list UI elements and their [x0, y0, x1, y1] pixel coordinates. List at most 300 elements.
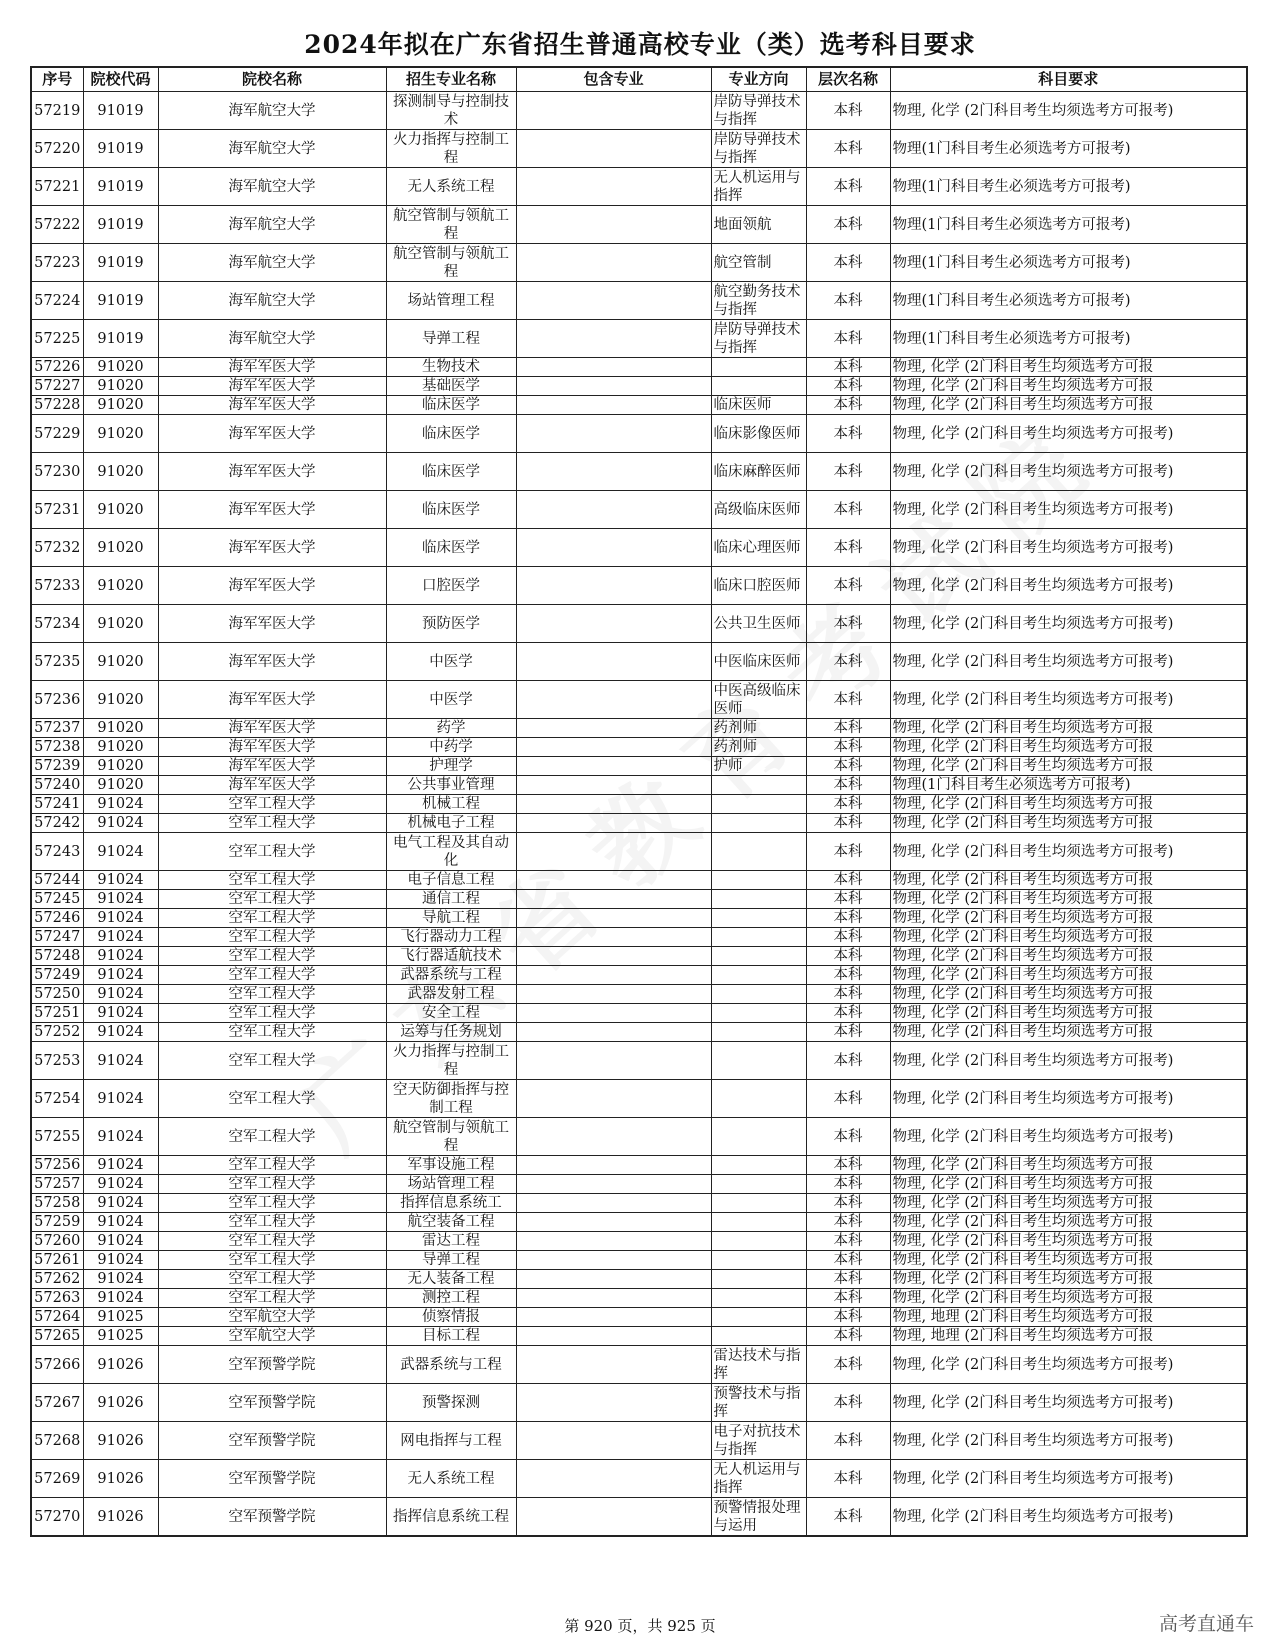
cell-level: 本科: [806, 1042, 890, 1080]
table-row: [31, 643, 1247, 681]
cell-direction: [711, 947, 806, 966]
table-row: [31, 415, 1247, 453]
cell-major: 无人系统工程: [386, 1460, 516, 1498]
table-row: [31, 1080, 1247, 1118]
table-row: [31, 396, 1247, 415]
cell-major: 无人系统工程: [386, 168, 516, 206]
cell-includes: [516, 1118, 711, 1156]
cell-includes: [516, 1270, 711, 1289]
table-row: [31, 1289, 1247, 1308]
cell-major: 飞行器动力工程: [386, 928, 516, 947]
cell-includes: [516, 282, 711, 320]
cell-requirement: 物理, 化学 (2门科目考生均须选考方可报: [890, 377, 1247, 396]
cell-level: 本科: [806, 567, 890, 605]
cell-level: 本科: [806, 1422, 890, 1460]
cell-seq: 57240: [31, 776, 83, 795]
cell-direction: 无人机运用与指挥: [711, 168, 806, 206]
cell-level: 本科: [806, 833, 890, 871]
cell-requirement: 物理, 化学 (2门科目考生均须选考方可报: [890, 928, 1247, 947]
cell-requirement: 物理, 化学 (2门科目考生均须选考方可报: [890, 1023, 1247, 1042]
cell-code: 91024: [83, 833, 158, 871]
table-row: [31, 795, 1247, 814]
table-row: [31, 738, 1247, 757]
cell-school: 海军军医大学: [158, 453, 386, 491]
table-row: [31, 757, 1247, 776]
cell-seq: 57222: [31, 206, 83, 244]
cell-major: 电子信息工程: [386, 871, 516, 890]
cell-school: 空军工程大学: [158, 814, 386, 833]
cell-level: 本科: [806, 206, 890, 244]
cell-seq: 57226: [31, 358, 83, 377]
table-row: [31, 358, 1247, 377]
cell-requirement: 物理, 化学 (2门科目考生均须选考方可报考): [890, 491, 1247, 529]
cell-includes: [516, 92, 711, 130]
cell-seq: 57232: [31, 529, 83, 567]
cell-level: 本科: [806, 415, 890, 453]
cell-seq: 57237: [31, 719, 83, 738]
cell-includes: [516, 1080, 711, 1118]
cell-major: 武器发射工程: [386, 985, 516, 1004]
cell-requirement: 物理, 化学 (2门科目考生均须选考方可报: [890, 871, 1247, 890]
cell-level: 本科: [806, 757, 890, 776]
cell-level: 本科: [806, 1194, 890, 1213]
cell-direction: [711, 985, 806, 1004]
cell-code: 91024: [83, 909, 158, 928]
cell-requirement: 物理, 化学 (2门科目考生均须选考方可报考): [890, 681, 1247, 719]
cell-direction: [711, 1004, 806, 1023]
cell-level: 本科: [806, 92, 890, 130]
cell-requirement: 物理, 化学 (2门科目考生均须选考方可报考): [890, 1346, 1247, 1384]
table-row: [31, 1004, 1247, 1023]
table-row: [31, 681, 1247, 719]
table-row: [31, 1327, 1247, 1346]
cell-includes: [516, 206, 711, 244]
cell-direction: 航空勤务技术与指挥: [711, 282, 806, 320]
cell-requirement: 物理, 化学 (2门科目考生均须选考方可报: [890, 1270, 1247, 1289]
cell-code: 91020: [83, 643, 158, 681]
cell-school: 海军航空大学: [158, 92, 386, 130]
cell-seq: 57243: [31, 833, 83, 871]
cell-code: 91024: [83, 795, 158, 814]
cell-seq: 57250: [31, 985, 83, 1004]
cell-code: 91026: [83, 1422, 158, 1460]
cell-includes: [516, 1232, 711, 1251]
cell-school: 海军航空大学: [158, 130, 386, 168]
cell-code: 91024: [83, 814, 158, 833]
cell-seq: 57268: [31, 1422, 83, 1460]
cell-major: 运筹与任务规划: [386, 1023, 516, 1042]
cell-code: 91020: [83, 681, 158, 719]
cell-level: 本科: [806, 396, 890, 415]
cell-includes: [516, 1498, 711, 1537]
cell-level: 本科: [806, 985, 890, 1004]
cell-school: 海军军医大学: [158, 396, 386, 415]
cell-direction: 药剂师: [711, 738, 806, 757]
cell-direction: 临床心理医师: [711, 529, 806, 567]
table-row: [31, 909, 1247, 928]
cell-major: 机械工程: [386, 795, 516, 814]
cell-direction: 公共卫生医师: [711, 605, 806, 643]
cell-major: 通信工程: [386, 890, 516, 909]
cell-code: 91019: [83, 92, 158, 130]
cell-code: 91020: [83, 567, 158, 605]
cell-direction: 临床口腔医师: [711, 567, 806, 605]
cell-school: 空军工程大学: [158, 1004, 386, 1023]
cell-major: 航空装备工程: [386, 1213, 516, 1232]
cell-includes: [516, 415, 711, 453]
cell-level: 本科: [806, 1270, 890, 1289]
cell-code: 91024: [83, 1175, 158, 1194]
cell-direction: 雷达技术与指挥: [711, 1346, 806, 1384]
col-header-major: 招生专业名称: [386, 67, 516, 92]
cell-level: 本科: [806, 1004, 890, 1023]
cell-includes: [516, 776, 711, 795]
cell-includes: [516, 168, 711, 206]
cell-code: 91024: [83, 928, 158, 947]
cell-seq: 57269: [31, 1460, 83, 1498]
table-row: [31, 206, 1247, 244]
cell-direction: 电子对抗技术与指挥: [711, 1422, 806, 1460]
cell-level: 本科: [806, 1175, 890, 1194]
cell-level: 本科: [806, 1118, 890, 1156]
cell-requirement: 物理, 化学 (2门科目考生均须选考方可报: [890, 1213, 1247, 1232]
cell-includes: [516, 928, 711, 947]
cell-includes: [516, 757, 711, 776]
cell-level: 本科: [806, 168, 890, 206]
cell-school: 海军航空大学: [158, 168, 386, 206]
cell-seq: 57220: [31, 130, 83, 168]
cell-level: 本科: [806, 1251, 890, 1270]
cell-direction: [711, 1042, 806, 1080]
cell-seq: 57242: [31, 814, 83, 833]
cell-code: 91024: [83, 1289, 158, 1308]
cell-direction: 预警技术与指挥: [711, 1384, 806, 1422]
cell-requirement: 物理, 地理 (2门科目考生均须选考方可报: [890, 1308, 1247, 1327]
cell-seq: 57227: [31, 377, 83, 396]
cell-major: 导航工程: [386, 909, 516, 928]
cell-requirement: 物理, 化学 (2门科目考生均须选考方可报考): [890, 567, 1247, 605]
cell-major: 中医学: [386, 643, 516, 681]
cell-requirement: 物理(1门科目考生必须选考方可报考): [890, 282, 1247, 320]
cell-seq: 57260: [31, 1232, 83, 1251]
cell-code: 91019: [83, 282, 158, 320]
cell-major: 临床医学: [386, 415, 516, 453]
cell-requirement: 物理, 化学 (2门科目考生均须选考方可报: [890, 1232, 1247, 1251]
cell-requirement: 物理, 化学 (2门科目考生均须选考方可报考): [890, 1042, 1247, 1080]
cell-school: 空军工程大学: [158, 928, 386, 947]
cell-code: 91024: [83, 1270, 158, 1289]
table-row: [31, 244, 1247, 282]
cell-requirement: 物理, 化学 (2门科目考生均须选考方可报考): [890, 833, 1247, 871]
cell-requirement: 物理, 化学 (2门科目考生均须选考方可报: [890, 814, 1247, 833]
cell-requirement: 物理, 化学 (2门科目考生均须选考方可报: [890, 1156, 1247, 1175]
cell-level: 本科: [806, 928, 890, 947]
cell-includes: [516, 1156, 711, 1175]
cell-direction: [711, 776, 806, 795]
cell-requirement: 物理, 化学 (2门科目考生均须选考方可报: [890, 358, 1247, 377]
table-row: [31, 529, 1247, 567]
cell-direction: [711, 1175, 806, 1194]
cell-level: 本科: [806, 719, 890, 738]
cell-includes: [516, 130, 711, 168]
cell-major: 导弹工程: [386, 320, 516, 358]
cell-school: 海军军医大学: [158, 567, 386, 605]
table-row: [31, 1270, 1247, 1289]
cell-seq: 57249: [31, 966, 83, 985]
cell-level: 本科: [806, 130, 890, 168]
cell-direction: 预警情报处理与运用: [711, 1498, 806, 1537]
cell-includes: [516, 947, 711, 966]
cell-school: 空军预警学院: [158, 1384, 386, 1422]
table-row: [31, 985, 1247, 1004]
cell-seq: 57257: [31, 1175, 83, 1194]
cell-school: 空军工程大学: [158, 1023, 386, 1042]
cell-school: 空军航空大学: [158, 1327, 386, 1346]
cell-includes: [516, 738, 711, 757]
cell-seq: 57238: [31, 738, 83, 757]
cell-requirement: 物理, 化学 (2门科目考生均须选考方可报考): [890, 1384, 1247, 1422]
col-header-level: 层次名称: [806, 67, 890, 92]
cell-includes: [516, 1422, 711, 1460]
cell-school: 空军航空大学: [158, 1308, 386, 1327]
col-header-code: 院校代码: [83, 67, 158, 92]
cell-level: 本科: [806, 491, 890, 529]
cell-code: 91024: [83, 947, 158, 966]
cell-direction: [711, 1232, 806, 1251]
cell-code: 91019: [83, 168, 158, 206]
cell-code: 91026: [83, 1460, 158, 1498]
cell-school: 空军工程大学: [158, 1118, 386, 1156]
cell-requirement: 物理, 化学 (2门科目考生均须选考方可报: [890, 795, 1247, 814]
cell-includes: [516, 1327, 711, 1346]
cell-code: 91019: [83, 244, 158, 282]
cell-code: 91025: [83, 1308, 158, 1327]
cell-major: 药学: [386, 719, 516, 738]
col-header-direction: 专业方向: [711, 67, 806, 92]
cell-level: 本科: [806, 738, 890, 757]
cell-code: 91020: [83, 415, 158, 453]
cell-level: 本科: [806, 320, 890, 358]
cell-requirement: 物理, 化学 (2门科目考生均须选考方可报: [890, 909, 1247, 928]
cell-school: 海军军医大学: [158, 491, 386, 529]
cell-school: 空军工程大学: [158, 1270, 386, 1289]
cell-level: 本科: [806, 1213, 890, 1232]
cell-level: 本科: [806, 605, 890, 643]
cell-major: 空天防御指挥与控制工程: [386, 1080, 516, 1118]
cell-direction: 岸防导弹技术与指挥: [711, 92, 806, 130]
cell-seq: 57236: [31, 681, 83, 719]
cell-direction: [711, 833, 806, 871]
cell-includes: [516, 1175, 711, 1194]
cell-direction: [711, 1080, 806, 1118]
cell-major: 护理学: [386, 757, 516, 776]
cell-direction: 临床麻醉医师: [711, 453, 806, 491]
cell-level: 本科: [806, 814, 890, 833]
cell-requirement: 物理, 地理 (2门科目考生均须选考方可报: [890, 1327, 1247, 1346]
table-row: [31, 1175, 1247, 1194]
cell-seq: 57264: [31, 1308, 83, 1327]
table-row: [31, 1460, 1247, 1498]
cell-level: 本科: [806, 1498, 890, 1537]
cell-direction: 中医高级临床医师: [711, 681, 806, 719]
brand-watermark: 高考直通车: [1158, 1613, 1254, 1635]
cell-major: 预防医学: [386, 605, 516, 643]
cell-direction: [711, 795, 806, 814]
cell-code: 91024: [83, 966, 158, 985]
cell-includes: [516, 491, 711, 529]
cell-direction: [711, 871, 806, 890]
cell-seq: 57267: [31, 1384, 83, 1422]
cell-requirement: 物理, 化学 (2门科目考生均须选考方可报考): [890, 643, 1247, 681]
table-row: [31, 966, 1247, 985]
cell-direction: [711, 1251, 806, 1270]
table-row: [31, 282, 1247, 320]
cell-direction: 航空管制: [711, 244, 806, 282]
cell-seq: 57256: [31, 1156, 83, 1175]
table-row: [31, 814, 1247, 833]
cell-school: 空军预警学院: [158, 1498, 386, 1537]
table-row: [31, 1213, 1247, 1232]
cell-requirement: 物理, 化学 (2门科目考生均须选考方可报: [890, 1289, 1247, 1308]
table-row: [31, 605, 1247, 643]
cell-includes: [516, 320, 711, 358]
cell-includes: [516, 396, 711, 415]
cell-includes: [516, 1308, 711, 1327]
cell-direction: [711, 1289, 806, 1308]
cell-seq: 57245: [31, 890, 83, 909]
cell-school: 海军航空大学: [158, 244, 386, 282]
cell-code: 91019: [83, 130, 158, 168]
cell-seq: 57241: [31, 795, 83, 814]
cell-requirement: 物理, 化学 (2门科目考生均须选考方可报: [890, 1004, 1247, 1023]
cell-major: 航空管制与领航工程: [386, 1118, 516, 1156]
cell-direction: [711, 928, 806, 947]
cell-school: 空军工程大学: [158, 1213, 386, 1232]
cell-includes: [516, 871, 711, 890]
cell-major: 场站管理工程: [386, 282, 516, 320]
cell-seq: 57230: [31, 453, 83, 491]
cell-requirement: 物理, 化学 (2门科目考生均须选考方可报考): [890, 1422, 1247, 1460]
cell-school: 空军预警学院: [158, 1422, 386, 1460]
cell-code: 91020: [83, 396, 158, 415]
cell-seq: 57266: [31, 1346, 83, 1384]
cell-includes: [516, 244, 711, 282]
cell-requirement: 物理, 化学 (2门科目考生均须选考方可报: [890, 1251, 1247, 1270]
cell-includes: [516, 966, 711, 985]
cell-seq: 57233: [31, 567, 83, 605]
cell-school: 空军工程大学: [158, 1156, 386, 1175]
cell-major: 中医学: [386, 681, 516, 719]
cell-seq: 57224: [31, 282, 83, 320]
cell-school: 海军航空大学: [158, 320, 386, 358]
cell-direction: 药剂师: [711, 719, 806, 738]
cell-major: 中药学: [386, 738, 516, 757]
col-header-school: 院校名称: [158, 67, 386, 92]
cell-school: 空军工程大学: [158, 947, 386, 966]
cell-code: 91026: [83, 1384, 158, 1422]
cell-includes: [516, 1213, 711, 1232]
cell-major: 机械电子工程: [386, 814, 516, 833]
cell-major: 航空管制与领航工程: [386, 244, 516, 282]
table-row: [31, 453, 1247, 491]
cell-direction: [711, 814, 806, 833]
table-row: [31, 377, 1247, 396]
cell-level: 本科: [806, 1289, 890, 1308]
cell-school: 海军军医大学: [158, 358, 386, 377]
cell-major: 武器系统与工程: [386, 966, 516, 985]
cell-code: 91020: [83, 529, 158, 567]
cell-code: 91024: [83, 985, 158, 1004]
cell-requirement: 物理(1门科目考生必须选考方可报考): [890, 320, 1247, 358]
cell-code: 91020: [83, 757, 158, 776]
cell-includes: [516, 1023, 711, 1042]
cell-requirement: 物理, 化学 (2门科目考生均须选考方可报考): [890, 1498, 1247, 1537]
cell-level: 本科: [806, 1327, 890, 1346]
cell-seq: 57259: [31, 1213, 83, 1232]
cell-code: 91019: [83, 206, 158, 244]
cell-includes: [516, 453, 711, 491]
cell-requirement: 物理, 化学 (2门科目考生均须选考方可报考): [890, 1118, 1247, 1156]
cell-school: 海军军医大学: [158, 643, 386, 681]
cell-seq: 57262: [31, 1270, 83, 1289]
col-header-seq: 序号: [31, 67, 83, 92]
cell-seq: 57229: [31, 415, 83, 453]
cell-major: 武器系统与工程: [386, 1346, 516, 1384]
cell-school: 空军预警学院: [158, 1460, 386, 1498]
requirements-table: [30, 66, 1248, 1537]
cell-requirement: 物理(1门科目考生必须选考方可报考): [890, 244, 1247, 282]
cell-level: 本科: [806, 795, 890, 814]
cell-school: 空军工程大学: [158, 1080, 386, 1118]
cell-requirement: 物理, 化学 (2门科目考生均须选考方可报: [890, 966, 1247, 985]
cell-school: 海军军医大学: [158, 681, 386, 719]
cell-level: 本科: [806, 947, 890, 966]
table-row: [31, 1422, 1247, 1460]
cell-includes: [516, 1042, 711, 1080]
cell-direction: 临床影像医师: [711, 415, 806, 453]
table-row: [31, 947, 1247, 966]
cell-direction: [711, 1327, 806, 1346]
cell-school: 海军军医大学: [158, 415, 386, 453]
cell-direction: [711, 1118, 806, 1156]
cell-major: 场站管理工程: [386, 1175, 516, 1194]
cell-seq: 57261: [31, 1251, 83, 1270]
cell-major: 无人装备工程: [386, 1270, 516, 1289]
table-row: [31, 833, 1247, 871]
cell-includes: [516, 1251, 711, 1270]
cell-includes: [516, 1460, 711, 1498]
cell-major: 导弹工程: [386, 1251, 516, 1270]
table-row: [31, 776, 1247, 795]
cell-code: 91020: [83, 377, 158, 396]
cell-requirement: 物理, 化学 (2门科目考生均须选考方可报考): [890, 1080, 1247, 1118]
cell-requirement: 物理, 化学 (2门科目考生均须选考方可报: [890, 719, 1247, 738]
cell-school: 空军工程大学: [158, 966, 386, 985]
cell-seq: 57252: [31, 1023, 83, 1042]
cell-requirement: 物理(1门科目考生必须选考方可报考): [890, 168, 1247, 206]
cell-school: 空军工程大学: [158, 890, 386, 909]
cell-school: 空军工程大学: [158, 985, 386, 1004]
cell-major: 网电指挥与工程: [386, 1422, 516, 1460]
table-row: [31, 1023, 1247, 1042]
cell-direction: [711, 358, 806, 377]
cell-seq: 57253: [31, 1042, 83, 1080]
cell-level: 本科: [806, 244, 890, 282]
cell-level: 本科: [806, 282, 890, 320]
cell-level: 本科: [806, 358, 890, 377]
table-row: [31, 491, 1247, 529]
cell-major: 临床医学: [386, 453, 516, 491]
